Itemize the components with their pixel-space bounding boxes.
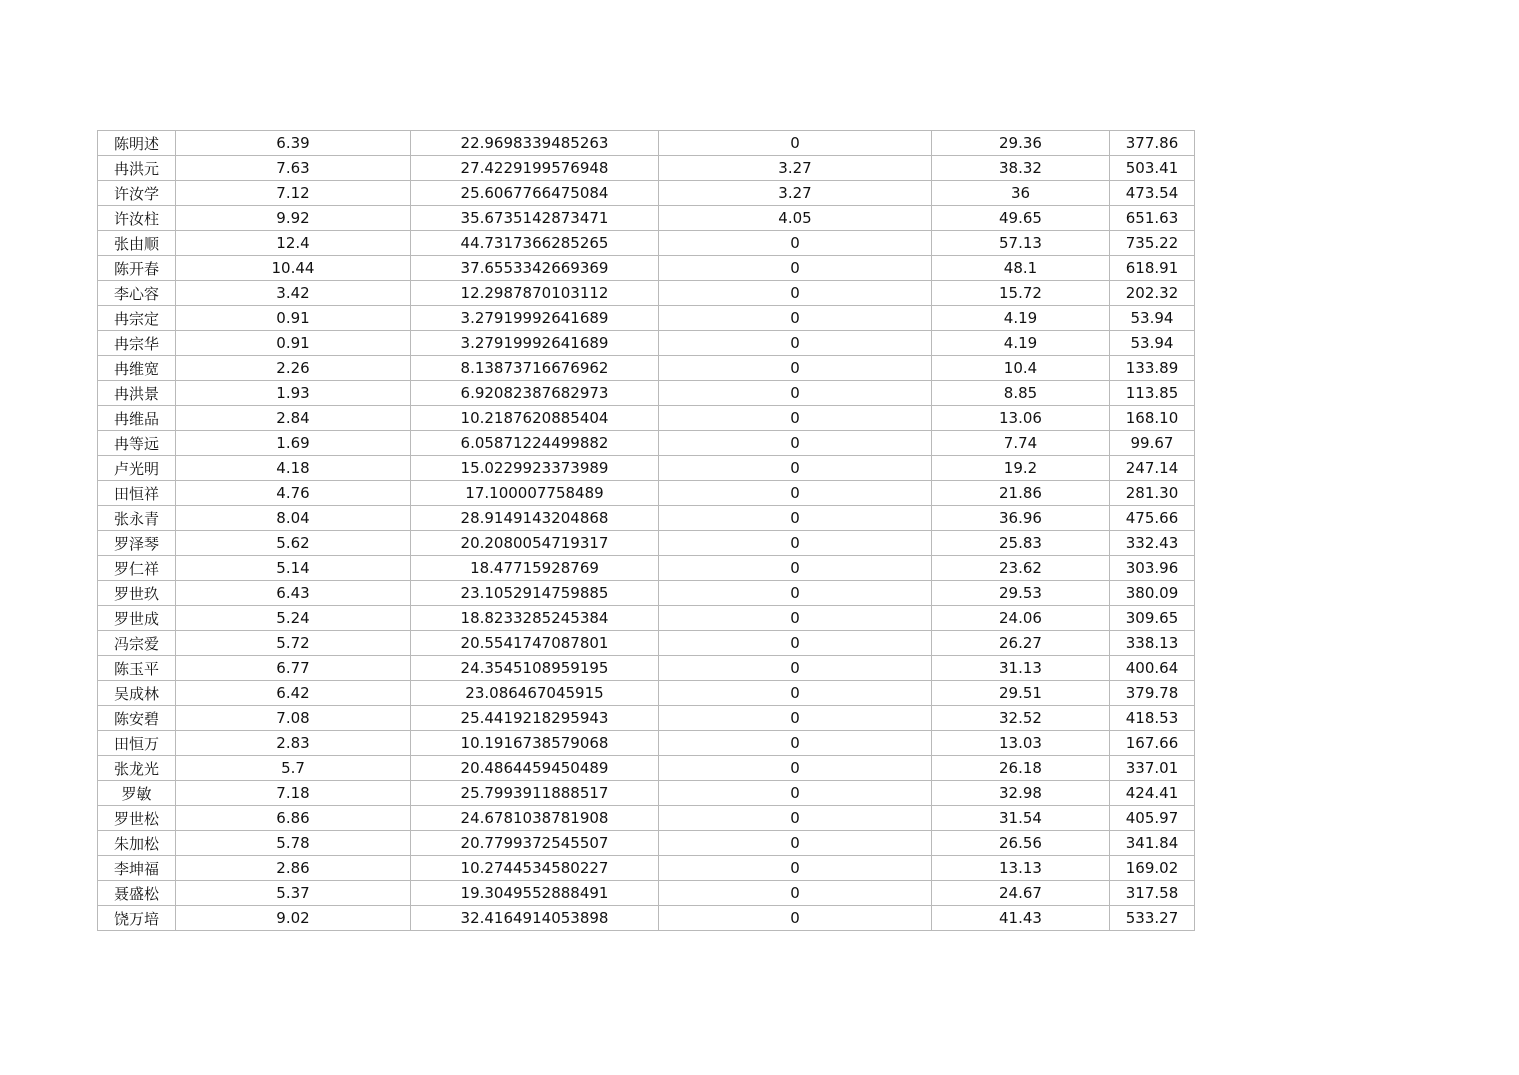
- value-cell-4: 24.67: [932, 881, 1110, 906]
- table-row: [98, 831, 1195, 856]
- value-cell-2: 12.2987870103112: [411, 281, 659, 306]
- value-cell-2: 44.7317366285265: [411, 231, 659, 256]
- value-cell-5: 338.13: [1110, 631, 1195, 656]
- value-cell-1: 6.43: [176, 581, 411, 606]
- name-cell: 冉宗定: [98, 306, 176, 331]
- value-cell-2: 10.2187620885404: [411, 406, 659, 431]
- value-cell-3: 0: [659, 256, 932, 281]
- value-cell-3: 0: [659, 531, 932, 556]
- name-cell: 田恒祥: [98, 481, 176, 506]
- value-cell-5: 473.54: [1110, 181, 1195, 206]
- value-cell-2: 10.2744534580227: [411, 856, 659, 881]
- table-body: [98, 131, 1195, 931]
- table-row: [98, 631, 1195, 656]
- value-cell-1: 6.42: [176, 681, 411, 706]
- value-cell-2: 35.6735142873471: [411, 206, 659, 231]
- name-cell: 罗仁祥: [98, 556, 176, 581]
- value-cell-4: 31.54: [932, 806, 1110, 831]
- value-cell-2: 24.6781038781908: [411, 806, 659, 831]
- value-cell-1: 1.93: [176, 381, 411, 406]
- name-cell: 李心容: [98, 281, 176, 306]
- value-cell-5: 651.63: [1110, 206, 1195, 231]
- name-cell: 张龙光: [98, 756, 176, 781]
- value-cell-4: 29.53: [932, 581, 1110, 606]
- value-cell-2: 23.1052914759885: [411, 581, 659, 606]
- value-cell-3: 0: [659, 781, 932, 806]
- table-row: [98, 581, 1195, 606]
- table-row: [98, 406, 1195, 431]
- name-cell: 陈玉平: [98, 656, 176, 681]
- data-table: [97, 130, 1195, 931]
- value-cell-3: 0: [659, 756, 932, 781]
- value-cell-4: 29.51: [932, 681, 1110, 706]
- value-cell-1: 7.18: [176, 781, 411, 806]
- name-cell: 陈明述: [98, 131, 176, 156]
- value-cell-4: 7.74: [932, 431, 1110, 456]
- value-cell-1: 2.86: [176, 856, 411, 881]
- value-cell-2: 6.92082387682973: [411, 381, 659, 406]
- value-cell-5: 309.65: [1110, 606, 1195, 631]
- name-cell: 许汝柱: [98, 206, 176, 231]
- value-cell-2: 18.47715928769: [411, 556, 659, 581]
- value-cell-4: 4.19: [932, 306, 1110, 331]
- value-cell-3: 0: [659, 231, 932, 256]
- value-cell-5: 332.43: [1110, 531, 1195, 556]
- value-cell-4: 26.18: [932, 756, 1110, 781]
- value-cell-4: 26.56: [932, 831, 1110, 856]
- value-cell-3: 0: [659, 481, 932, 506]
- value-cell-3: 3.27: [659, 181, 932, 206]
- table-row: [98, 281, 1195, 306]
- name-cell: 冉维宽: [98, 356, 176, 381]
- name-cell: 罗世松: [98, 806, 176, 831]
- value-cell-1: 5.62: [176, 531, 411, 556]
- value-cell-4: 19.2: [932, 456, 1110, 481]
- value-cell-4: 32.98: [932, 781, 1110, 806]
- value-cell-1: 9.02: [176, 906, 411, 931]
- value-cell-3: 0: [659, 856, 932, 881]
- value-cell-3: 0: [659, 706, 932, 731]
- value-cell-1: 5.72: [176, 631, 411, 656]
- value-cell-4: 38.32: [932, 156, 1110, 181]
- table-row: [98, 756, 1195, 781]
- value-cell-3: 0: [659, 281, 932, 306]
- value-cell-1: 5.24: [176, 606, 411, 631]
- value-cell-1: 0.91: [176, 331, 411, 356]
- name-cell: 李坤福: [98, 856, 176, 881]
- value-cell-5: 169.02: [1110, 856, 1195, 881]
- value-cell-3: 0: [659, 631, 932, 656]
- value-cell-2: 8.13873716676962: [411, 356, 659, 381]
- value-cell-5: 735.22: [1110, 231, 1195, 256]
- value-cell-1: 5.78: [176, 831, 411, 856]
- value-cell-3: 3.27: [659, 156, 932, 181]
- value-cell-5: 400.64: [1110, 656, 1195, 681]
- value-cell-3: 0: [659, 656, 932, 681]
- value-cell-3: 0: [659, 431, 932, 456]
- value-cell-2: 19.3049552888491: [411, 881, 659, 906]
- table-row: [98, 131, 1195, 156]
- value-cell-5: 380.09: [1110, 581, 1195, 606]
- name-cell: 张永青: [98, 506, 176, 531]
- value-cell-4: 31.13: [932, 656, 1110, 681]
- value-cell-2: 37.6553342669369: [411, 256, 659, 281]
- value-cell-2: 20.4864459450489: [411, 756, 659, 781]
- value-cell-3: 0: [659, 331, 932, 356]
- value-cell-1: 6.86: [176, 806, 411, 831]
- name-cell: 罗泽琴: [98, 531, 176, 556]
- value-cell-4: 15.72: [932, 281, 1110, 306]
- table-row: [98, 781, 1195, 806]
- value-cell-5: 424.41: [1110, 781, 1195, 806]
- value-cell-4: 13.13: [932, 856, 1110, 881]
- value-cell-3: 0: [659, 806, 932, 831]
- value-cell-5: 503.41: [1110, 156, 1195, 181]
- value-cell-3: 0: [659, 381, 932, 406]
- name-cell: 卢光明: [98, 456, 176, 481]
- value-cell-5: 133.89: [1110, 356, 1195, 381]
- table-row: [98, 506, 1195, 531]
- value-cell-5: 618.91: [1110, 256, 1195, 281]
- value-cell-1: 5.14: [176, 556, 411, 581]
- table-row: [98, 431, 1195, 456]
- name-cell: 冉宗华: [98, 331, 176, 356]
- table-row: [98, 231, 1195, 256]
- value-cell-1: 7.12: [176, 181, 411, 206]
- value-cell-4: 32.52: [932, 706, 1110, 731]
- value-cell-5: 99.67: [1110, 431, 1195, 456]
- value-cell-3: 0: [659, 906, 932, 931]
- value-cell-4: 29.36: [932, 131, 1110, 156]
- name-cell: 冉洪景: [98, 381, 176, 406]
- table-row: [98, 656, 1195, 681]
- value-cell-1: 2.83: [176, 731, 411, 756]
- value-cell-4: 57.13: [932, 231, 1110, 256]
- value-cell-5: 168.10: [1110, 406, 1195, 431]
- value-cell-2: 23.086467045915: [411, 681, 659, 706]
- value-cell-5: 317.58: [1110, 881, 1195, 906]
- value-cell-5: 202.32: [1110, 281, 1195, 306]
- value-cell-5: 167.66: [1110, 731, 1195, 756]
- value-cell-1: 2.84: [176, 406, 411, 431]
- value-cell-3: 0: [659, 831, 932, 856]
- value-cell-3: 0: [659, 356, 932, 381]
- table-row: [98, 331, 1195, 356]
- table-row: [98, 306, 1195, 331]
- value-cell-4: 21.86: [932, 481, 1110, 506]
- value-cell-4: 25.83: [932, 531, 1110, 556]
- value-cell-5: 379.78: [1110, 681, 1195, 706]
- value-cell-1: 1.69: [176, 431, 411, 456]
- value-cell-2: 20.7799372545507: [411, 831, 659, 856]
- value-cell-4: 13.03: [932, 731, 1110, 756]
- value-cell-4: 26.27: [932, 631, 1110, 656]
- value-cell-4: 49.65: [932, 206, 1110, 231]
- value-cell-4: 36: [932, 181, 1110, 206]
- value-cell-1: 3.42: [176, 281, 411, 306]
- value-cell-2: 22.9698339485263: [411, 131, 659, 156]
- table-row: [98, 456, 1195, 481]
- name-cell: 许汝学: [98, 181, 176, 206]
- value-cell-5: 113.85: [1110, 381, 1195, 406]
- value-cell-5: 405.97: [1110, 806, 1195, 831]
- value-cell-1: 10.44: [176, 256, 411, 281]
- value-cell-1: 8.04: [176, 506, 411, 531]
- name-cell: 冯宗爱: [98, 631, 176, 656]
- table-row: [98, 881, 1195, 906]
- value-cell-4: 41.43: [932, 906, 1110, 931]
- table-row: [98, 806, 1195, 831]
- name-cell: 罗敏: [98, 781, 176, 806]
- table-row: [98, 381, 1195, 406]
- value-cell-4: 36.96: [932, 506, 1110, 531]
- table-row: [98, 206, 1195, 231]
- value-cell-2: 10.1916738579068: [411, 731, 659, 756]
- value-cell-3: 4.05: [659, 206, 932, 231]
- value-cell-1: 0.91: [176, 306, 411, 331]
- table-row: [98, 556, 1195, 581]
- value-cell-3: 0: [659, 581, 932, 606]
- value-cell-1: 4.76: [176, 481, 411, 506]
- value-cell-2: 3.27919992641689: [411, 331, 659, 356]
- value-cell-2: 25.7993911888517: [411, 781, 659, 806]
- value-cell-3: 0: [659, 456, 932, 481]
- table-row: [98, 606, 1195, 631]
- value-cell-3: 0: [659, 881, 932, 906]
- table-row: [98, 906, 1195, 931]
- value-cell-3: 0: [659, 606, 932, 631]
- value-cell-4: 24.06: [932, 606, 1110, 631]
- table-row: [98, 856, 1195, 881]
- value-cell-3: 0: [659, 406, 932, 431]
- table-row: [98, 181, 1195, 206]
- value-cell-3: 0: [659, 681, 932, 706]
- table-row: [98, 356, 1195, 381]
- name-cell: 陈安碧: [98, 706, 176, 731]
- name-cell: 张由顺: [98, 231, 176, 256]
- value-cell-2: 18.8233285245384: [411, 606, 659, 631]
- value-cell-2: 25.4419218295943: [411, 706, 659, 731]
- value-cell-2: 24.3545108959195: [411, 656, 659, 681]
- value-cell-3: 0: [659, 731, 932, 756]
- value-cell-1: 2.26: [176, 356, 411, 381]
- value-cell-1: 7.63: [176, 156, 411, 181]
- table-row: [98, 681, 1195, 706]
- name-cell: 聂盛松: [98, 881, 176, 906]
- value-cell-2: 32.4164914053898: [411, 906, 659, 931]
- value-cell-4: 23.62: [932, 556, 1110, 581]
- value-cell-4: 48.1: [932, 256, 1110, 281]
- name-cell: 饶万培: [98, 906, 176, 931]
- table-row: [98, 706, 1195, 731]
- value-cell-3: 0: [659, 556, 932, 581]
- value-cell-3: 0: [659, 131, 932, 156]
- value-cell-1: 7.08: [176, 706, 411, 731]
- value-cell-2: 17.100007758489: [411, 481, 659, 506]
- value-cell-1: 6.77: [176, 656, 411, 681]
- value-cell-2: 20.5541747087801: [411, 631, 659, 656]
- table-row: [98, 731, 1195, 756]
- value-cell-5: 475.66: [1110, 506, 1195, 531]
- value-cell-2: 28.9149143204868: [411, 506, 659, 531]
- name-cell: 田恒万: [98, 731, 176, 756]
- value-cell-5: 303.96: [1110, 556, 1195, 581]
- value-cell-2: 6.05871224499882: [411, 431, 659, 456]
- value-cell-2: 15.0229923373989: [411, 456, 659, 481]
- name-cell: 冉等远: [98, 431, 176, 456]
- value-cell-5: 533.27: [1110, 906, 1195, 931]
- value-cell-1: 4.18: [176, 456, 411, 481]
- value-cell-5: 247.14: [1110, 456, 1195, 481]
- table-row: [98, 256, 1195, 281]
- name-cell: 冉洪元: [98, 156, 176, 181]
- value-cell-4: 4.19: [932, 331, 1110, 356]
- value-cell-2: 27.4229199576948: [411, 156, 659, 181]
- table-row: [98, 481, 1195, 506]
- value-cell-5: 341.84: [1110, 831, 1195, 856]
- table-row: [98, 531, 1195, 556]
- table-row: [98, 156, 1195, 181]
- value-cell-5: 53.94: [1110, 331, 1195, 356]
- name-cell: 吴成林: [98, 681, 176, 706]
- value-cell-1: 6.39: [176, 131, 411, 156]
- name-cell: 冉维品: [98, 406, 176, 431]
- value-cell-5: 337.01: [1110, 756, 1195, 781]
- value-cell-1: 12.4: [176, 231, 411, 256]
- value-cell-1: 5.37: [176, 881, 411, 906]
- value-cell-5: 377.86: [1110, 131, 1195, 156]
- value-cell-3: 0: [659, 506, 932, 531]
- value-cell-4: 8.85: [932, 381, 1110, 406]
- value-cell-5: 281.30: [1110, 481, 1195, 506]
- value-cell-1: 9.92: [176, 206, 411, 231]
- value-cell-4: 13.06: [932, 406, 1110, 431]
- name-cell: 罗世玖: [98, 581, 176, 606]
- value-cell-5: 53.94: [1110, 306, 1195, 331]
- value-cell-2: 3.27919992641689: [411, 306, 659, 331]
- value-cell-1: 5.7: [176, 756, 411, 781]
- value-cell-5: 418.53: [1110, 706, 1195, 731]
- value-cell-2: 20.2080054719317: [411, 531, 659, 556]
- name-cell: 朱加松: [98, 831, 176, 856]
- name-cell: 罗世成: [98, 606, 176, 631]
- value-cell-2: 25.6067766475084: [411, 181, 659, 206]
- value-cell-4: 10.4: [932, 356, 1110, 381]
- value-cell-3: 0: [659, 306, 932, 331]
- name-cell: 陈开春: [98, 256, 176, 281]
